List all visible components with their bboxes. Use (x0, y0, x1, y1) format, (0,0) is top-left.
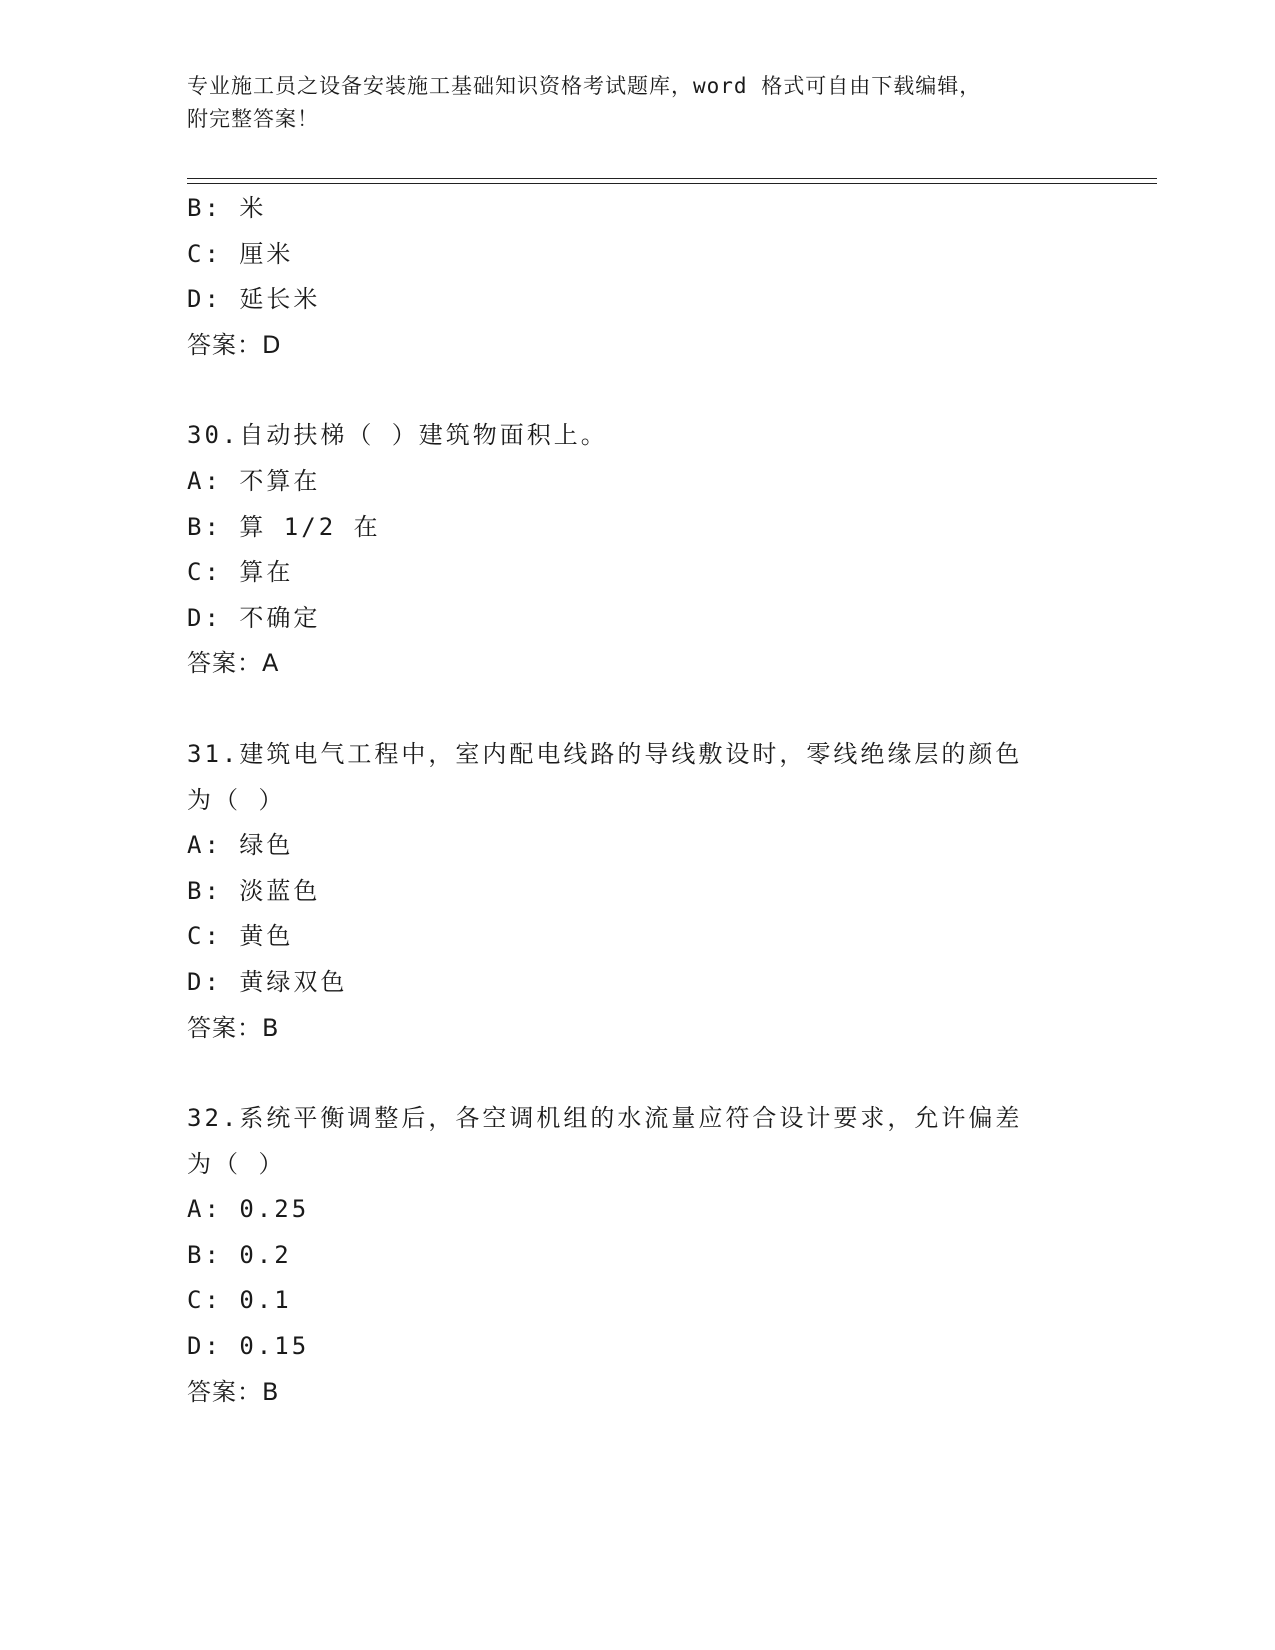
option-a: A: 0.25 (187, 1195, 310, 1224)
option-c: C: 厘米 (187, 239, 294, 268)
question-list (187, 186, 1087, 1415)
question-text: 30.自动扶梯（ ）建筑物面积上。 (187, 421, 608, 450)
document-header (187, 70, 1067, 136)
question-text: 32.系统平衡调整后，各空调机组的水流量应符合设计要求，允许偏差 (187, 1104, 1023, 1133)
question-32 (187, 1096, 1087, 1415)
answer-line: 答案：B (187, 1377, 280, 1406)
option-a: A: 绿色 (187, 831, 294, 860)
answer-line: 答案：B (187, 1013, 280, 1042)
option-c: C: 算在 (187, 558, 294, 587)
option-d: D: 黄绿双色 (187, 967, 348, 996)
option-b: B: 0.2 (187, 1240, 292, 1269)
header-divider-top (187, 178, 1157, 179)
option-b: B: 淡蓝色 (187, 876, 321, 905)
option-a: A: 不算在 (187, 466, 321, 495)
option-d: D: 延长米 (187, 285, 321, 314)
header-line-1: 专业施工员之设备安装施工基础知识资格考试题库，word 格式可自由下载编辑， (187, 74, 982, 98)
question-text: 31.建筑电气工程中，室内配电线路的导线敷设时，零线绝缘层的颜色 (187, 739, 1023, 768)
question-30 (187, 413, 1087, 687)
option-d: D: 不确定 (187, 603, 321, 632)
option-b: B: 算 1/2 在 (187, 512, 381, 541)
answer-line: 答案：D (187, 330, 282, 359)
question-text-continued: 为（ ） (187, 785, 286, 814)
answer-line: 答案：A (187, 649, 280, 678)
question-text-continued: 为（ ） (187, 1149, 286, 1178)
header-line-2: 附完整答案！ (187, 107, 319, 131)
option-b: B: 米 (187, 194, 267, 222)
option-c: C: 0.1 (187, 1286, 292, 1315)
question-31 (187, 732, 1087, 1051)
carryover-block (187, 186, 1087, 368)
option-d: D: 0.15 (187, 1332, 310, 1361)
header-divider-bottom (187, 183, 1157, 184)
option-c: C: 黄色 (187, 922, 294, 951)
